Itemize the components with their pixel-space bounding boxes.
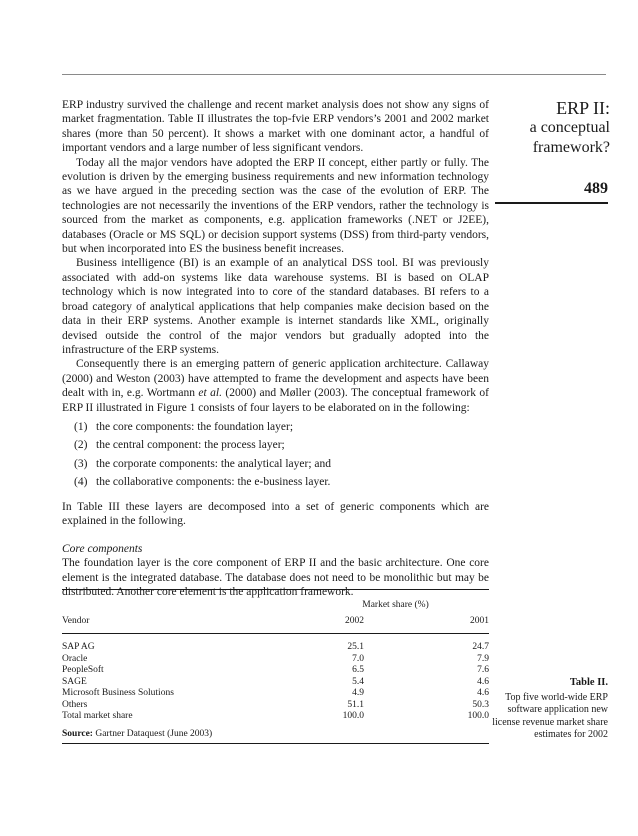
source-label: Source: — [62, 728, 93, 739]
table-caption-text: Top five world-wide ERP software application new license revenue market share estimates for 2002 — [492, 691, 608, 740]
value-2002-cell: 100.0 — [342, 711, 364, 721]
table-row — [62, 654, 489, 666]
paragraph-1: ERP industry survived the challenge and recent market analysis does not show any signs of market fragmentation. Table II illustrates the top-fvie ERP vendors’s 2001 and 2002 market shares (more than 50 percent). It shows a market with one dominant actor, a handful of important vendors and a large number of less significant vendors. — [62, 99, 489, 155]
list-item-text: the central component: the process layer; — [96, 439, 285, 452]
source-text: Gartner Dataquest (June 2003) — [92, 728, 213, 739]
body-text — [62, 98, 489, 599]
year-2001-column-header: 2001 — [470, 615, 489, 626]
paragraph-4-etal: et al. — [198, 387, 222, 400]
list-item — [74, 455, 489, 474]
vendor-cell: Microsoft Business Solutions — [62, 688, 174, 698]
table-row — [62, 677, 489, 689]
section-heading: Core components — [62, 542, 143, 555]
value-2001-cell: 24.7 — [472, 642, 489, 652]
value-2002-cell: 25.1 — [347, 642, 364, 652]
paragraph-4 — [62, 357, 489, 415]
list-item-number: (4) — [74, 476, 88, 489]
value-2001-cell: 7.6 — [477, 665, 489, 675]
vendor-cell: Oracle — [62, 653, 88, 664]
vendor-cell: SAP AG — [62, 642, 95, 652]
table-row-total — [62, 711, 489, 726]
table-bottom-rule — [62, 743, 489, 744]
list-item-number: (2) — [74, 439, 88, 452]
value-2001-cell: 50.3 — [472, 699, 489, 710]
vendor-column-header: Vendor — [62, 615, 90, 626]
value-2002-cell: 51.1 — [347, 699, 364, 710]
vendor-cell: SAGE — [62, 676, 87, 687]
vendor-cell: Others — [62, 699, 88, 710]
value-2002-cell: 5.4 — [352, 676, 364, 687]
list-item — [74, 418, 489, 437]
list-item-text: the core components: the foundation layer; — [96, 420, 294, 433]
running-head-line1: ERP II: — [556, 98, 610, 118]
table-row — [62, 665, 489, 677]
list-item — [74, 473, 489, 492]
list-item-number: (3) — [74, 457, 88, 470]
table-group-header-row — [62, 590, 489, 612]
top-rule — [62, 74, 606, 75]
table-row — [62, 634, 489, 654]
running-head — [480, 98, 610, 158]
value-2001-cell: 4.6 — [477, 688, 489, 698]
value-2002-cell: 6.5 — [352, 665, 364, 675]
paragraph-4-part2: (2000) and Møller (2003). The conceptual framework of ERP II illustrated in Figure 1 consists of four layers to be elaborated on in the following: — [62, 387, 489, 414]
table-source-note — [62, 726, 489, 744]
market-share-header: Market share (%) — [362, 600, 429, 610]
page-number: 489 — [584, 180, 608, 197]
value-2001-cell: 100.0 — [467, 711, 489, 721]
market-share-table — [62, 589, 489, 744]
paragraph-2: Today all the major vendors have adopted the ERP II concept, either partly or fully. The evolution is driven by the emerging business requirements and new information technology as we have argued in the preceding section was the case of the evolution of ERP. The technologies are not necessarily the inventions of the ERP vendors, rather the technology is sourced from the market as components, e.g. application frameworks (.NET or J2EE), databases (Oracle or MS SQL) or decision support systems (DSS) from third-party vendors, but when incorporated into ES the business benefit increases. — [62, 156, 489, 256]
vendor-cell: PeopleSoft — [62, 665, 104, 675]
layer-list — [62, 418, 489, 492]
value-2002-cell: 4.9 — [352, 688, 364, 698]
value-2001-cell: 4.6 — [477, 676, 489, 687]
list-item-text: the collaborative components: the e-business layer. — [96, 476, 331, 489]
list-item-text: the corporate components: the analytical layer; and — [96, 457, 332, 470]
value-2001-cell: 7.9 — [477, 653, 489, 664]
vendor-cell: Total market share — [62, 711, 133, 721]
running-head-line3: framework? — [532, 139, 610, 156]
value-2002-cell: 7.0 — [352, 653, 364, 664]
year-2002-column-header: 2002 — [345, 615, 364, 626]
list-item-number: (1) — [74, 420, 88, 433]
table-header-row — [62, 612, 489, 634]
running-head-line2: a conceptual — [529, 119, 610, 136]
table-caption — [488, 677, 608, 742]
paragraph-5: In Table III these layers are decomposed into a set of generic components which are explained in the following. — [62, 500, 489, 528]
table-caption-title: Table II. — [569, 677, 608, 688]
paragraph-4-part1: Consequently there is an emerging pattern of generic application architecture. Callaway (2000) and Weston (2003) have attempted to frame the development and aspects have been dealt with in, e.g. Wortmann — [62, 358, 489, 400]
paragraph-3: Business intelligence (BI) is an example of an analytical DSS tool. BI was previously associated with add-on systems like data warehouse systems. BI is based on OLAP technology which is now integrated into to core of the standard databases. BI refers to a broad category of analytical applications that help companies make decision based on the data in their ERP systems. Another example is internet standards like XML, originally devised outside the control of the major vendors but gradually adopted into the infrastructure of the ERP systems. — [62, 257, 489, 356]
table-row — [62, 688, 489, 700]
paragraph-6: The foundation layer is the core component of ERP II and the basic architecture. One core element is the integrated database. The database does not need to be monolithic but may be distributed. Another core element is the application framework. — [62, 557, 489, 598]
table-row — [62, 700, 489, 712]
page-number-rule — [495, 202, 608, 204]
list-item — [74, 436, 489, 455]
